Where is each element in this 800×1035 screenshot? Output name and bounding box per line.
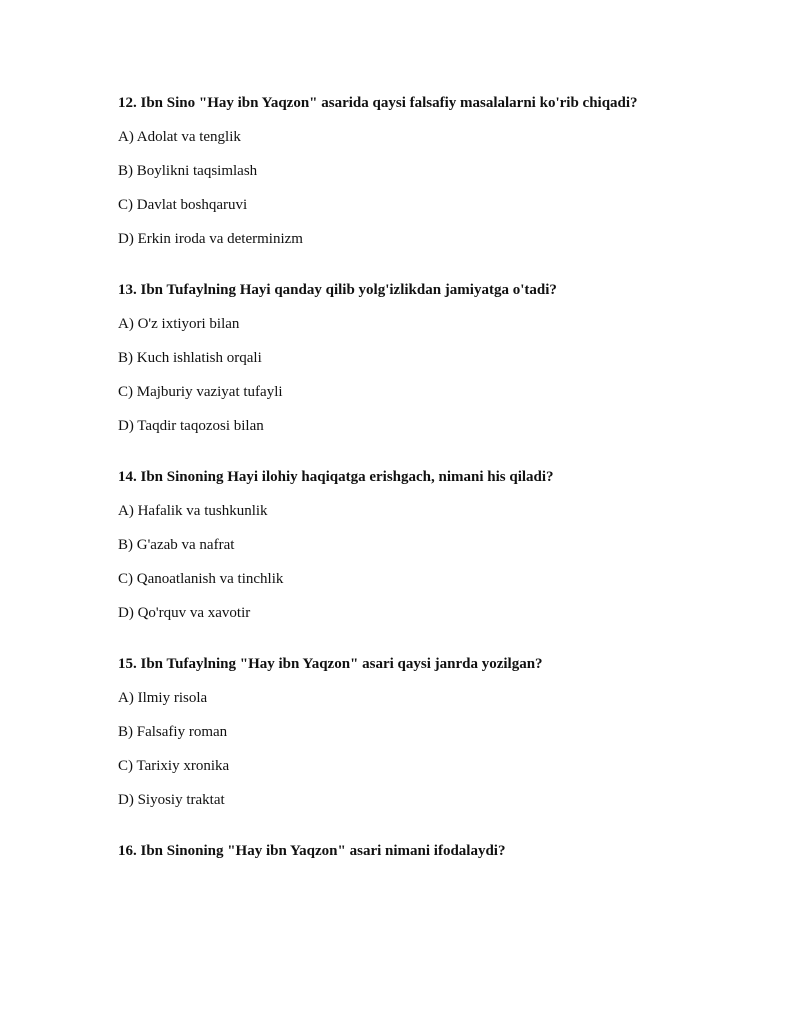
- question-title: 12. Ibn Sino "Hay ibn Yaqzon" asarida qaysi falsafiy masalalarni ko'rib chiqadi?: [118, 95, 638, 111]
- answer-option-c: C) Qanoatlanish va tinchlik: [118, 571, 284, 587]
- answer-option-a: A) Adolat va tenglik: [118, 129, 241, 145]
- question-14: [118, 468, 758, 622]
- answer-option-a: A) Ilmiy risola: [118, 690, 208, 706]
- answer-option-c: C) Tarixiy xronika: [118, 758, 230, 774]
- answer-option-a: A) Hafalik va tushkunlik: [118, 503, 268, 519]
- answer-option-d: D) Erkin iroda va determinizm: [118, 231, 303, 247]
- question-title: 15. Ibn Tufaylning "Hay ibn Yaqzon" asari qaysi janrda yozilgan?: [118, 656, 543, 672]
- question-title: 16. Ibn Sinoning "Hay ibn Yaqzon" asari nimani ifodalaydi?: [118, 843, 506, 859]
- answer-option-b: B) Falsafiy roman: [118, 724, 228, 740]
- answer-option-b: B) Boylikni taqsimlash: [118, 163, 258, 179]
- answer-option-a: A) O'z ixtiyori bilan: [118, 316, 240, 332]
- question-title: 14. Ibn Sinoning Hayi ilohiy haqiqatga erishgach, nimani his qiladi?: [118, 469, 554, 485]
- answer-option-b: B) G'azab va nafrat: [118, 537, 235, 553]
- document-page: [118, 94, 758, 876]
- question-13: [118, 281, 758, 435]
- answer-option-d: D) Siyosiy traktat: [118, 792, 225, 808]
- answer-option-d: D) Qo'rquv va xavotir: [118, 605, 251, 621]
- question-title: 13. Ibn Tufaylning Hayi qanday qilib yolg'izlikdan jamiyatga o'tadi?: [118, 282, 557, 298]
- question-16: [118, 842, 758, 860]
- answer-option-d: D) Taqdir taqozosi bilan: [118, 418, 264, 434]
- question-15: [118, 655, 758, 809]
- answer-option-b: B) Kuch ishlatish orqali: [118, 350, 262, 366]
- question-12: [118, 94, 758, 248]
- answer-option-c: C) Davlat boshqaruvi: [118, 197, 248, 213]
- answer-option-c: C) Majburiy vaziyat tufayli: [118, 384, 283, 400]
